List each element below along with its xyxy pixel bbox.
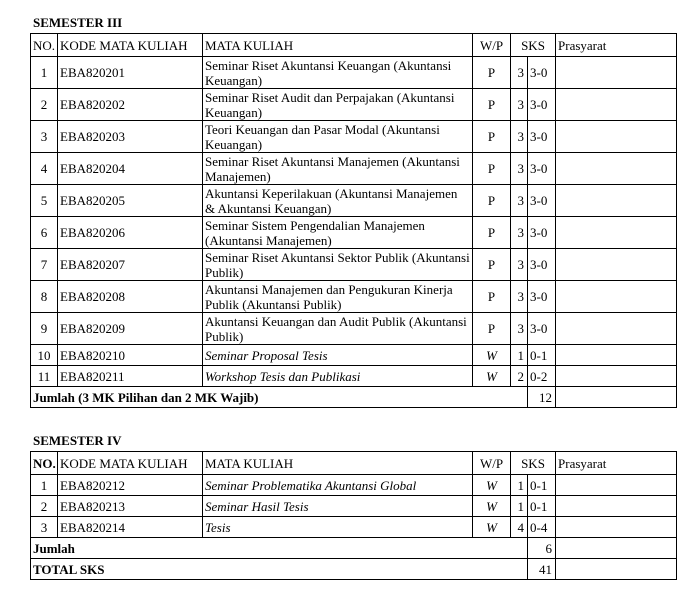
row-no: 2 [31, 496, 58, 517]
row-komposisi: 3-0 [528, 281, 556, 313]
row-komposisi: 3-0 [528, 89, 556, 121]
total-empty [556, 387, 677, 408]
row-mata-kuliah: Seminar Riset Akuntansi Manajemen (Akuntansi Manajemen) [203, 153, 473, 185]
row-wp: W [473, 366, 511, 387]
row-komposisi: 0-2 [528, 366, 556, 387]
header-prasyarat: Prasyarat [556, 34, 677, 57]
row-prasyarat [556, 185, 677, 217]
row-sks: 3 [511, 153, 528, 185]
table-row [31, 89, 677, 121]
total-value: 12 [528, 387, 556, 408]
row-sks: 3 [511, 185, 528, 217]
row-no: 2 [31, 89, 58, 121]
table-row [31, 217, 677, 249]
table-row [31, 366, 677, 387]
row-mata-kuliah: Seminar Problematika Akuntansi Global [203, 475, 473, 496]
row-mata-kuliah: Seminar Riset Akuntansi Keuangan (Akuntansi Keuangan) [203, 57, 473, 89]
row-sks: 3 [511, 249, 528, 281]
row-mata-kuliah: Akuntansi Manajemen dan Pengukuran Kinerja Publik (Akuntansi Publik) [203, 281, 473, 313]
row-wp: P [473, 57, 511, 89]
row-kode: EBA820207 [58, 249, 203, 281]
total-row [31, 387, 677, 408]
total-row [31, 538, 677, 559]
row-sks: 1 [511, 496, 528, 517]
total-label: Jumlah [31, 538, 528, 559]
table-row [31, 249, 677, 281]
row-wp: P [473, 185, 511, 217]
row-no: 3 [31, 517, 58, 538]
row-mata-kuliah: Seminar Sistem Pengendalian Manajemen (Akuntansi Manajemen) [203, 217, 473, 249]
row-sks: 1 [511, 345, 528, 366]
row-mata-kuliah: Workshop Tesis dan Publikasi [203, 366, 473, 387]
row-mata-kuliah: Seminar Riset Akuntansi Sektor Publik (Akuntansi Publik) [203, 249, 473, 281]
table-row [31, 281, 677, 313]
row-mata-kuliah: Seminar Riset Audit dan Perpajakan (Akuntansi Keuangan) [203, 89, 473, 121]
semester-4-title: SEMESTER IV [33, 433, 122, 448]
row-no: 8 [31, 281, 58, 313]
row-komposisi: 0-1 [528, 496, 556, 517]
table-header [31, 34, 677, 57]
header-sks: SKS [511, 34, 556, 57]
table-row [31, 121, 677, 153]
row-wp: P [473, 89, 511, 121]
row-komposisi: 3-0 [528, 313, 556, 345]
row-no: 4 [31, 153, 58, 185]
row-komposisi: 0-4 [528, 517, 556, 538]
header-wp: W/P [473, 452, 511, 475]
row-prasyarat [556, 475, 677, 496]
row-wp: W [473, 475, 511, 496]
row-kode: EBA820209 [58, 313, 203, 345]
table-row [31, 185, 677, 217]
table-row [31, 496, 677, 517]
row-kode: EBA820212 [58, 475, 203, 496]
header-wp: W/P [473, 34, 511, 57]
row-prasyarat [556, 496, 677, 517]
row-wp: W [473, 517, 511, 538]
row-mata-kuliah: Akuntansi Keperilakuan (Akuntansi Manajemen & Akuntansi Keuangan) [203, 185, 473, 217]
header-kode: KODE MATA KULIAH [58, 452, 203, 475]
row-sks: 2 [511, 366, 528, 387]
row-kode: EBA820213 [58, 496, 203, 517]
row-komposisi: 3-0 [528, 217, 556, 249]
header-sks: SKS [511, 452, 556, 475]
row-no: 1 [31, 57, 58, 89]
header-mata-kuliah: MATA KULIAH [203, 452, 473, 475]
row-kode: EBA820201 [58, 57, 203, 89]
header-no: NO. [31, 452, 58, 475]
row-mata-kuliah: Seminar Proposal Tesis [203, 345, 473, 366]
table-row [31, 345, 677, 366]
grand-total-empty [556, 559, 677, 580]
row-sks: 3 [511, 313, 528, 345]
row-sks: 3 [511, 57, 528, 89]
row-wp: P [473, 121, 511, 153]
header-prasyarat: Prasyarat [556, 452, 677, 475]
table-row [31, 153, 677, 185]
row-mata-kuliah: Teori Keuangan dan Pasar Modal (Akuntansi Keuangan) [203, 121, 473, 153]
row-no: 11 [31, 366, 58, 387]
row-mata-kuliah: Seminar Hasil Tesis [203, 496, 473, 517]
total-value: 6 [528, 538, 556, 559]
header-no: NO. [31, 34, 58, 57]
row-no: 10 [31, 345, 58, 366]
row-wp: P [473, 153, 511, 185]
semester-3-title: SEMESTER III [33, 15, 123, 30]
row-sks: 3 [511, 121, 528, 153]
row-prasyarat [556, 517, 677, 538]
row-prasyarat [556, 345, 677, 366]
row-no: 3 [31, 121, 58, 153]
row-no: 6 [31, 217, 58, 249]
row-kode: EBA820203 [58, 121, 203, 153]
table-header [31, 452, 677, 475]
row-wp: P [473, 249, 511, 281]
row-sks: 4 [511, 517, 528, 538]
row-komposisi: 3-0 [528, 121, 556, 153]
row-wp: P [473, 281, 511, 313]
row-komposisi: 3-0 [528, 185, 556, 217]
row-komposisi: 3-0 [528, 249, 556, 281]
row-mata-kuliah: Tesis [203, 517, 473, 538]
row-komposisi: 0-1 [528, 475, 556, 496]
row-no: 5 [31, 185, 58, 217]
row-prasyarat [556, 249, 677, 281]
row-kode: EBA820211 [58, 366, 203, 387]
row-kode: EBA820206 [58, 217, 203, 249]
row-wp: W [473, 496, 511, 517]
row-prasyarat [556, 57, 677, 89]
row-kode: EBA820205 [58, 185, 203, 217]
row-kode: EBA820202 [58, 89, 203, 121]
row-sks: 3 [511, 281, 528, 313]
row-prasyarat [556, 217, 677, 249]
row-mata-kuliah: Akuntansi Keuangan dan Audit Publik (Akuntansi Publik) [203, 313, 473, 345]
table-row [31, 313, 677, 345]
total-empty [556, 538, 677, 559]
grand-total-row [31, 559, 677, 580]
row-kode: EBA820210 [58, 345, 203, 366]
grand-total-value: 41 [528, 559, 556, 580]
row-prasyarat [556, 366, 677, 387]
row-komposisi: 3-0 [528, 57, 556, 89]
semester-3-table [30, 33, 677, 408]
row-sks: 3 [511, 217, 528, 249]
row-sks: 3 [511, 89, 528, 121]
row-no: 9 [31, 313, 58, 345]
row-kode: EBA820208 [58, 281, 203, 313]
row-prasyarat [556, 313, 677, 345]
table-row [31, 57, 677, 89]
semester-4-table [30, 451, 677, 580]
row-wp: P [473, 313, 511, 345]
row-no: 7 [31, 249, 58, 281]
row-komposisi: 0-1 [528, 345, 556, 366]
header-kode: KODE MATA KULIAH [58, 34, 203, 57]
row-kode: EBA820204 [58, 153, 203, 185]
table-row [31, 517, 677, 538]
row-no: 1 [31, 475, 58, 496]
row-wp: P [473, 217, 511, 249]
row-komposisi: 3-0 [528, 153, 556, 185]
grand-total-label: TOTAL SKS [31, 559, 528, 580]
row-sks: 1 [511, 475, 528, 496]
row-prasyarat [556, 281, 677, 313]
row-kode: EBA820214 [58, 517, 203, 538]
row-prasyarat [556, 89, 677, 121]
row-prasyarat [556, 121, 677, 153]
header-mata-kuliah: MATA KULIAH [203, 34, 473, 57]
total-label: Jumlah (3 MK Pilihan dan 2 MK Wajib) [31, 387, 528, 408]
table-row [31, 475, 677, 496]
row-wp: W [473, 345, 511, 366]
row-prasyarat [556, 153, 677, 185]
